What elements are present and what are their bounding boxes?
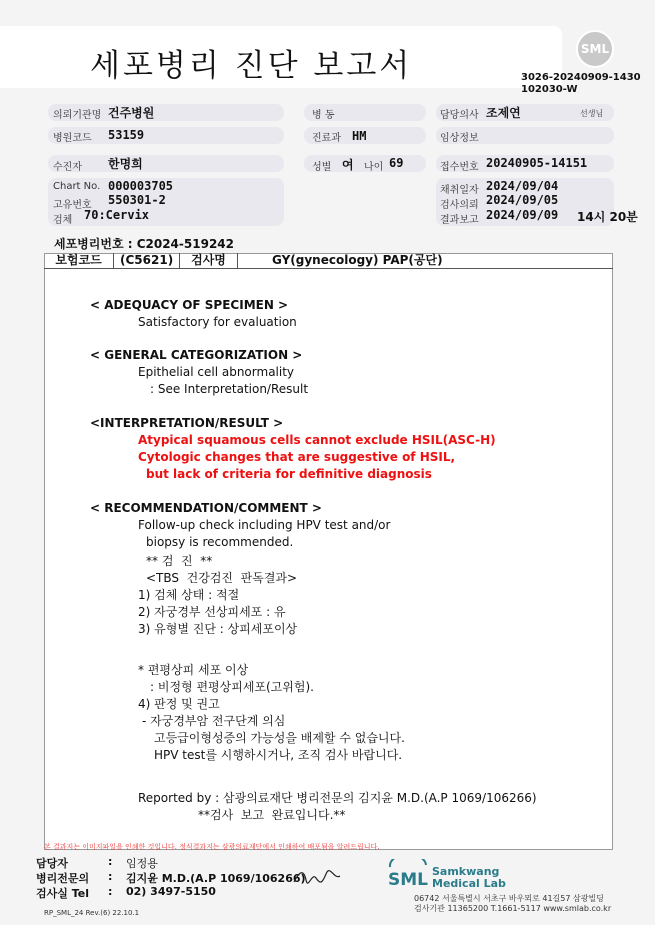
general-heading: < GENERAL CATEGORIZATION > bbox=[90, 348, 303, 362]
ward-label: 병 동 bbox=[312, 110, 335, 121]
pathologist-label: 병리전문의 bbox=[36, 872, 90, 885]
interpretation-heading: <INTERPRETATION/RESULT > bbox=[90, 416, 284, 430]
notice-text: 본 결과지는 이미지파일을 인쇄한 것입니다. 정식결과지는 삼광의료재단에서 인쇄하여 배포됨을 알려드립니다. bbox=[44, 843, 380, 851]
company-line-2: Medical Lab bbox=[432, 877, 506, 890]
adequacy-heading: < ADEQUACY OF SPECIMEN > bbox=[90, 298, 289, 312]
chart-label: Chart No. bbox=[53, 181, 101, 192]
rec-line-10: 4) 판정 및 권고 bbox=[138, 697, 220, 711]
company-name bbox=[432, 866, 506, 890]
test-name: GY(gynecology) PAP(공단) bbox=[272, 253, 443, 267]
unique-label: 고유번호 bbox=[53, 200, 92, 211]
rec-line-8: * 편평상피 세포 이상 bbox=[138, 663, 249, 677]
specimen-label: 검체 bbox=[53, 215, 73, 226]
doctor-label: 담당의사 bbox=[440, 110, 479, 121]
dept-value: HM bbox=[352, 129, 367, 143]
general-text-2: : See Interpretation/Result bbox=[150, 382, 309, 396]
form-number: RP_SML_24 Rev.(6) 22.10.1 bbox=[44, 909, 140, 917]
signature-image bbox=[292, 866, 342, 888]
rec-line-12: 고등급이형성증의 가능성을 배제할 수 없습니다. bbox=[154, 731, 405, 745]
ref-line-1: 3026-20240909-1430 bbox=[521, 72, 641, 83]
sex-label: 성별 bbox=[312, 162, 332, 173]
doctor-value: 조제연 bbox=[486, 106, 521, 120]
charge-colon: : bbox=[108, 855, 113, 868]
report-complete: **검사 보고 완료입니다.** bbox=[198, 808, 346, 822]
name-label: 수진자 bbox=[53, 162, 82, 173]
report-label: 결과보고 bbox=[440, 215, 479, 226]
tel-label: 검사실 Tel bbox=[36, 887, 89, 900]
hospcode-label: 병원코드 bbox=[53, 133, 92, 144]
name-value: 한명희 bbox=[108, 157, 143, 171]
request-value: 2024/09/05 bbox=[486, 193, 559, 207]
sml-footer-logo bbox=[386, 859, 430, 889]
rec-line-4: <TBS 건강검진 판독결과> bbox=[146, 571, 298, 585]
charge-label: 담당자 bbox=[36, 857, 68, 870]
insurance-code-label: 보험코드 bbox=[44, 253, 114, 268]
rec-line-1: Follow-up check including HPV test and/or bbox=[138, 518, 391, 532]
ref-line-2: 102030-W bbox=[521, 84, 578, 95]
rec-line-9: : 비정형 편평상피세포(고위험). bbox=[150, 680, 314, 694]
interpretation-result-3: but lack of criteria for definitive diagnosis bbox=[146, 467, 432, 481]
unique-value: 550301-2 bbox=[108, 193, 166, 207]
receipt-value: 20240905-14151 bbox=[486, 156, 588, 170]
report-time: 14시 20분 bbox=[577, 210, 638, 224]
rec-line-7: 3) 유형별 진단 : 상피세포이상 bbox=[138, 622, 298, 636]
pathologist-value: 김지윤 M.D.(A.P 1069/106266) bbox=[126, 872, 306, 885]
insurance-row bbox=[44, 253, 613, 269]
request-label: 검사의뢰 bbox=[440, 200, 479, 211]
name-field bbox=[48, 155, 284, 172]
rec-line-13: HPV test를 시행하시거나, 조직 검사 바랍니다. bbox=[154, 748, 403, 762]
dept-label: 진료과 bbox=[312, 133, 341, 144]
rec-line-5: 1) 검체 상태 : 적절 bbox=[138, 588, 240, 602]
report-title: 세포병리 진단 보고서 bbox=[90, 48, 413, 84]
sml-logo: SML bbox=[576, 30, 614, 68]
rec-line-6: 2) 자궁경부 선상피세포 : 유 bbox=[138, 605, 286, 619]
rec-line-3: ** 검 진 ** bbox=[146, 554, 213, 568]
chart-value: 000003705 bbox=[108, 179, 174, 193]
report-value: 2024/09/09 bbox=[486, 208, 559, 222]
recommendation-heading: < RECOMMENDATION/COMMENT > bbox=[90, 501, 322, 515]
clinical-label: 임상정보 bbox=[440, 133, 479, 144]
general-text-1: Epithelial cell abnormality bbox=[138, 365, 295, 379]
reported-by: Reported by : 삼광의료재단 병리전문의 김지윤 M.D.(A.P 1069/106266) bbox=[138, 791, 537, 805]
address-line-1: 06742 서울특별시 서초구 바우뫼로 41길57 삼광빌딩 bbox=[414, 894, 604, 903]
hospcode-value: 53159 bbox=[108, 128, 145, 142]
test-name-label: 검사명 bbox=[180, 253, 238, 268]
sex-value: 여 bbox=[342, 158, 354, 172]
reference-number bbox=[521, 72, 641, 96]
insurance-code: (C5621) bbox=[114, 253, 180, 268]
company-address bbox=[414, 894, 611, 914]
charge-value: 임정용 bbox=[126, 857, 158, 870]
rec-line-11: - 자궁경부암 전구단계 의심 bbox=[142, 714, 286, 728]
age-value: 69 bbox=[389, 156, 404, 170]
receipt-label: 접수번호 bbox=[440, 162, 479, 173]
age-label: 나이 bbox=[364, 162, 384, 173]
tel-colon: : bbox=[108, 885, 113, 898]
doctor-suffix: 선생님 bbox=[580, 109, 604, 118]
address-line-2: 검사기관 11365200 T.1661-5117 www.smlab.co.kr bbox=[414, 904, 612, 913]
interpretation-result-2: Cytologic changes that are suggestive of HSIL, bbox=[138, 450, 456, 464]
sml-footer-text: SML bbox=[388, 870, 428, 889]
interpretation-result-1: Atypical squamous cells cannot exclude HSIL(ASC-H) bbox=[138, 433, 496, 447]
collect-value: 2024/09/04 bbox=[486, 179, 559, 193]
collect-label: 채취일자 bbox=[440, 185, 479, 196]
adequacy-text: Satisfactory for evaluation bbox=[138, 315, 297, 329]
cytology-number: 세포병리번호 : C2024-519242 bbox=[54, 237, 234, 251]
pathologist-colon: : bbox=[108, 870, 113, 883]
rec-line-2: biopsy is recommended. bbox=[146, 535, 294, 549]
specimen-value: 70:Cervix bbox=[84, 208, 150, 222]
company-line-1: Samkwang bbox=[432, 865, 500, 878]
institution-label: 의뢰기관명 bbox=[53, 110, 102, 121]
tel-value: 02) 3497-5150 bbox=[126, 885, 216, 898]
institution-value: 건주병원 bbox=[108, 106, 155, 120]
